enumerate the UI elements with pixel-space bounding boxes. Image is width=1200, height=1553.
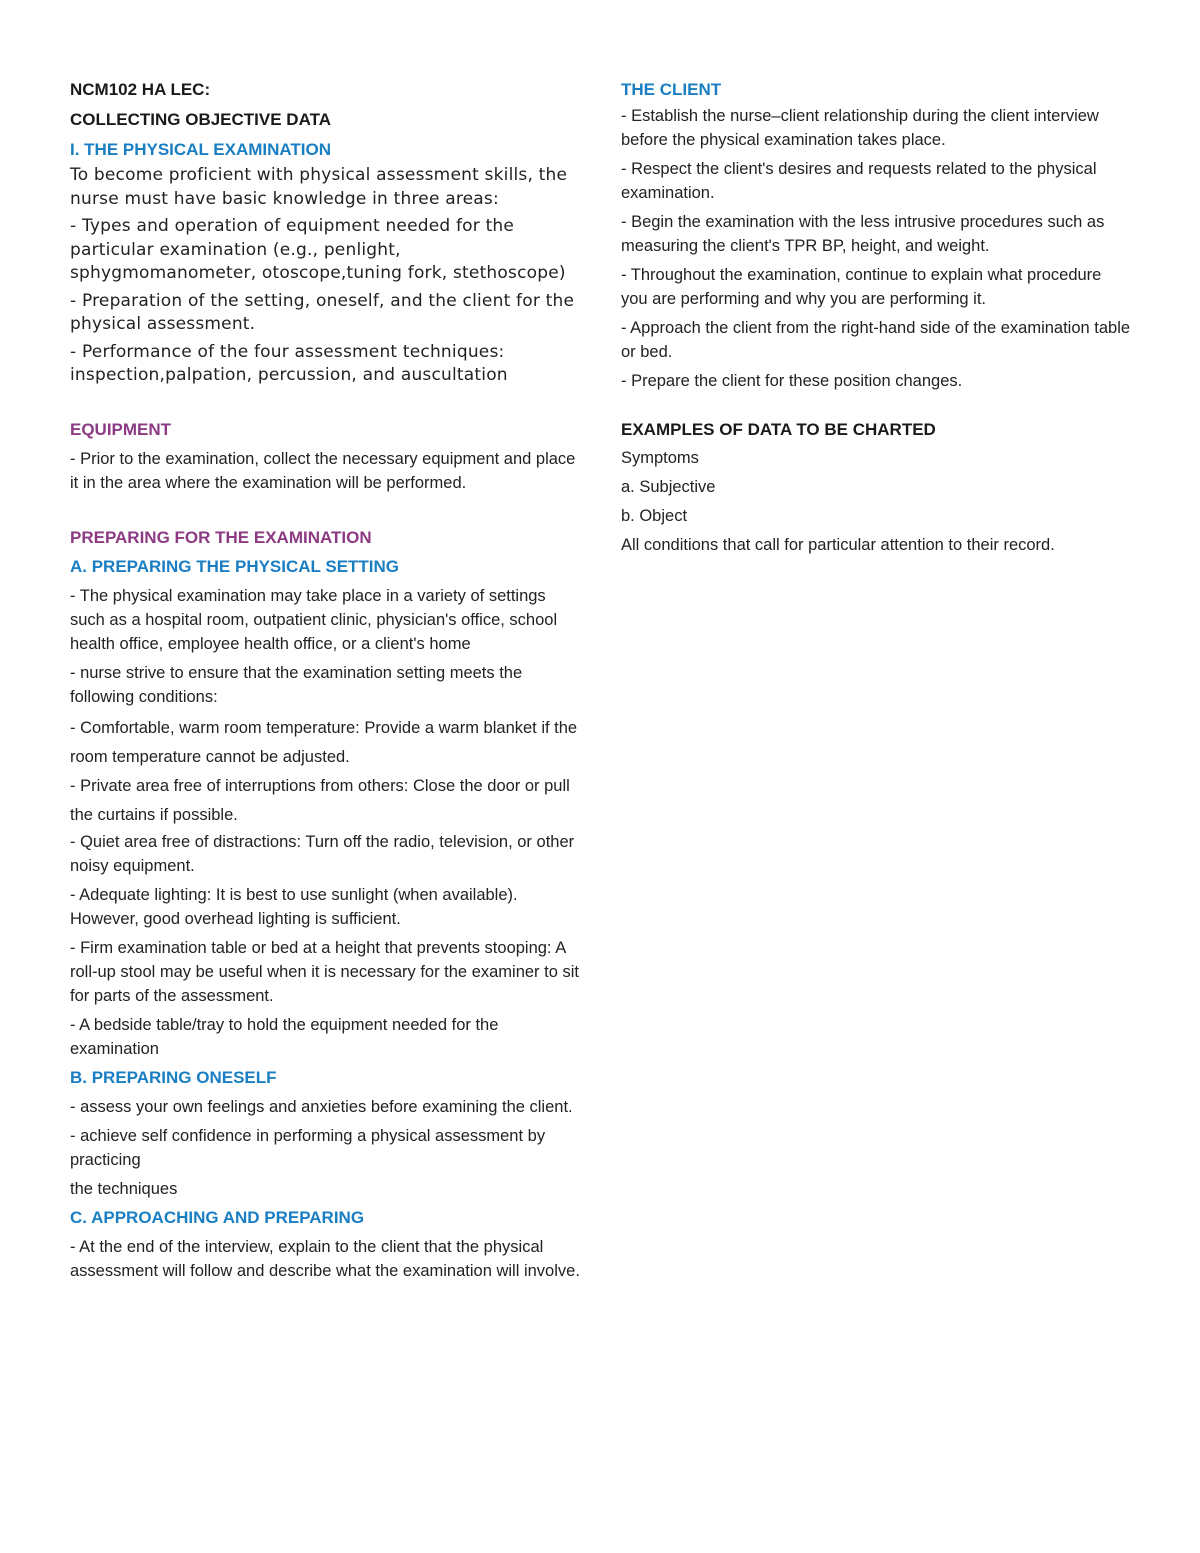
list-item: - Respect the client's desires and requests related to the physical examination. [621,160,1097,202]
intro-paragraph: - Preparation of the setting, oneself, and the client for the physical assessment. [70,290,575,334]
intro-paragraph: - Types and operation of equipment needed for the particular examination (e.g., penlight, sphygmomanometer, otoscope,tuning fork, stethoscope) [70,216,566,283]
left-column [70,78,580,1288]
equipment-heading: EQUIPMENT [70,419,172,439]
list-item: - Begin the examination with the less intrusive procedures such as measuring the client's TPR BP, height, and weight. [621,213,1105,255]
right-column [621,78,1131,562]
doc-title: COLLECTING OBJECTIVE DATA [70,110,331,129]
list-item: - Quiet area free of distractions: Turn off the radio, television, or other noisy equipment. [70,832,575,875]
list-item: - assess your own feelings and anxieties before examining the client. [70,1097,573,1116]
approaching-heading: C. APPROACHING AND PREPARING [70,1207,365,1227]
list-item: - Firm examination table or bed at a height that prevents stooping: A roll-up stool may be useful when it is necessary for the examiner to sit for parts of the assessment. [70,938,579,1005]
list-item: - Prepare the client for these position changes. [621,372,963,390]
list-item: a. Subjective [621,478,716,496]
list-item: - Establish the nurse–client relationship during the client interview before the physical examination takes place. [621,107,1099,149]
list-item: - Adequate lighting: It is best to use sunlight (when available). However, good overhead lighting is sufficient. [70,885,518,928]
list-item: b. Object [621,507,688,525]
preparing-heading: PREPARING FOR THE EXAMINATION [70,527,372,547]
list-item: - achieve self confidence in performing a physical assessment by practicing [70,1126,546,1169]
equipment-text: - Prior to the examination, collect the necessary equipment and place it in the area where the examination will be performed. [70,449,576,492]
course-title: NCM102 HA LEC: [70,80,211,99]
list-item: All conditions that call for particular attention to their record. [621,536,1055,554]
list-item: - Comfortable, warm room temperature: Provide a warm blanket if the room temperature cannot be adjusted. [70,718,578,766]
section-physical-exam-heading: I. THE PHYSICAL EXAMINATION [70,140,332,159]
list-item: Symptoms [621,449,699,467]
intro-paragraph: - Performance of the four assessment techniques: inspection,palpation, percussion, and auscultation [70,341,508,385]
approaching-text: - At the end of the interview, explain to the client that the physical assessment will follow and describe what the examination will involve. [70,1237,580,1280]
list-item: - nurse strive to ensure that the examination setting meets the following conditions: [70,663,523,706]
list-item: the techniques [70,1179,178,1198]
list-item: - Throughout the examination, continue to explain what procedure you are performing and why you are performing it. [621,266,1102,308]
list-item: - The physical examination may take place in a variety of settings such as a hospital room, outpatient clinic, physician's office, school health office, employee health office, or a client's home [70,586,558,653]
list-item: - Approach the client from the right-hand side of the examination table or bed. [621,319,1131,361]
examples-heading: EXAMPLES OF DATA TO BE CHARTED [621,420,936,439]
preparing-oneself-heading: B. PREPARING ONESELF [70,1067,277,1087]
client-heading: THE CLIENT [621,80,722,99]
list-item: - A bedside table/tray to hold the equipment needed for the examination [70,1015,499,1058]
physical-setting-heading: A. PREPARING THE PHYSICAL SETTING [70,556,400,576]
list-item: - Private area free of interruptions from others: Close the door or pull the curtains if possible. [70,776,570,824]
intro-paragraph: To become proficient with physical assessment skills, the nurse must have basic knowledge in three areas: [70,165,568,209]
